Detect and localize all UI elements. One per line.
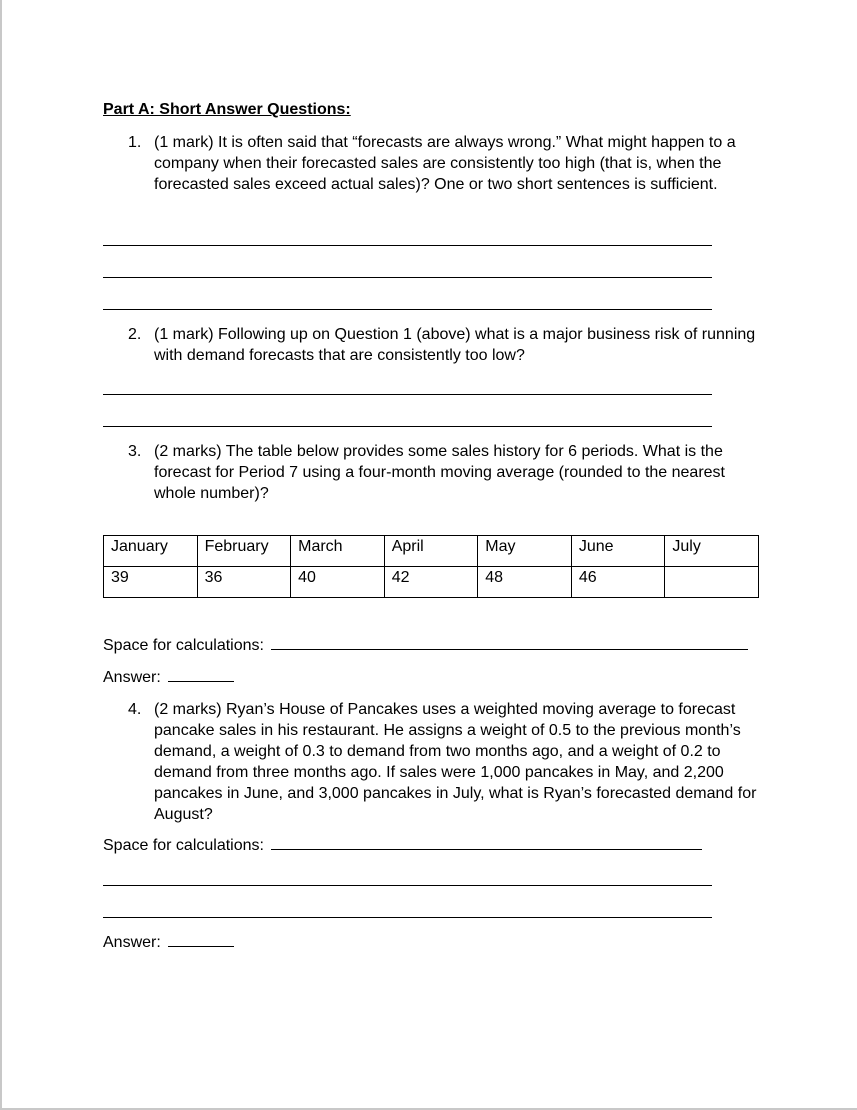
section-heading: Part A: Short Answer Questions: [103, 101, 351, 118]
calculations-label: Space for calculations: [103, 637, 264, 654]
answer-line[interactable] [103, 426, 712, 427]
question-text: (2 marks) Ryan’s House of Pancakes uses a weighted moving average to forecast pancake sales in his restaurant. He assigns a weight of 0.5 to the previous month’s demand, a weight of 0.3 to demand from two months ago, and a weight of 0.2 to demand from three months ago. If sales were 1,000 pancakes in May, and 2,200 pancakes in June, and 3,000 pancakes in July, what is Ryan’s forecasted demand for August? [154, 701, 757, 823]
question-text: (1 mark) Following up on Question 1 (above) what is a major business risk of running with demand forecasts that are consistently too low? [154, 326, 756, 364]
calculations-row [103, 835, 702, 856]
answer-label: Answer: [103, 934, 161, 951]
table-cell: 42 [384, 567, 478, 598]
table-cell-empty[interactable] [665, 567, 759, 598]
table-cell: 36 [197, 567, 291, 598]
calculations-blank[interactable] [271, 835, 702, 850]
table-cell: April [384, 536, 478, 567]
answer-line[interactable] [103, 917, 712, 918]
answer-row [103, 667, 234, 688]
question-number: 1. [128, 134, 142, 151]
calculations-row [103, 635, 748, 656]
table-cell: January [104, 536, 198, 567]
calculations-label: Space for calculations: [103, 837, 264, 854]
question-number: 4. [128, 701, 142, 718]
question-number: 3. [128, 443, 142, 460]
table-cell: March [291, 536, 385, 567]
sales-history-table [103, 535, 759, 598]
answer-line[interactable] [103, 394, 712, 395]
table-cell: 46 [571, 567, 665, 598]
question-2 [103, 324, 763, 366]
table-cell: 48 [478, 567, 572, 598]
answer-blank[interactable] [168, 667, 234, 682]
table-cell: May [478, 536, 572, 567]
answer-label: Answer: [103, 669, 161, 686]
table-cell: 40 [291, 567, 385, 598]
answer-line[interactable] [103, 245, 712, 246]
question-3 [103, 441, 763, 504]
table-cell: 39 [104, 567, 198, 598]
answer-blank[interactable] [168, 932, 234, 947]
question-1 [103, 132, 763, 195]
question-text: (2 marks) The table below provides some sales history for 6 periods. What is the forecast for Period 7 using a four-month moving average (rounded to the nearest whole number)? [154, 443, 725, 502]
question-4 [103, 699, 763, 825]
table-cell: February [197, 536, 291, 567]
calculations-blank[interactable] [271, 635, 748, 650]
answer-line[interactable] [103, 277, 712, 278]
question-text: (1 mark) It is often said that “forecasts are always wrong.” What might happen to a company when their forecasted sales are consistently too high (that is, when the forecasted sales exceed actual sales)? One or two short sentences is sufficient. [154, 134, 736, 193]
table-cell: July [665, 536, 759, 567]
answer-row [103, 932, 234, 953]
question-number: 2. [128, 326, 142, 343]
answer-line[interactable] [103, 309, 712, 310]
table-cell: June [571, 536, 665, 567]
table-header-row [104, 536, 759, 567]
table-row [104, 567, 759, 598]
answer-line[interactable] [103, 885, 712, 886]
